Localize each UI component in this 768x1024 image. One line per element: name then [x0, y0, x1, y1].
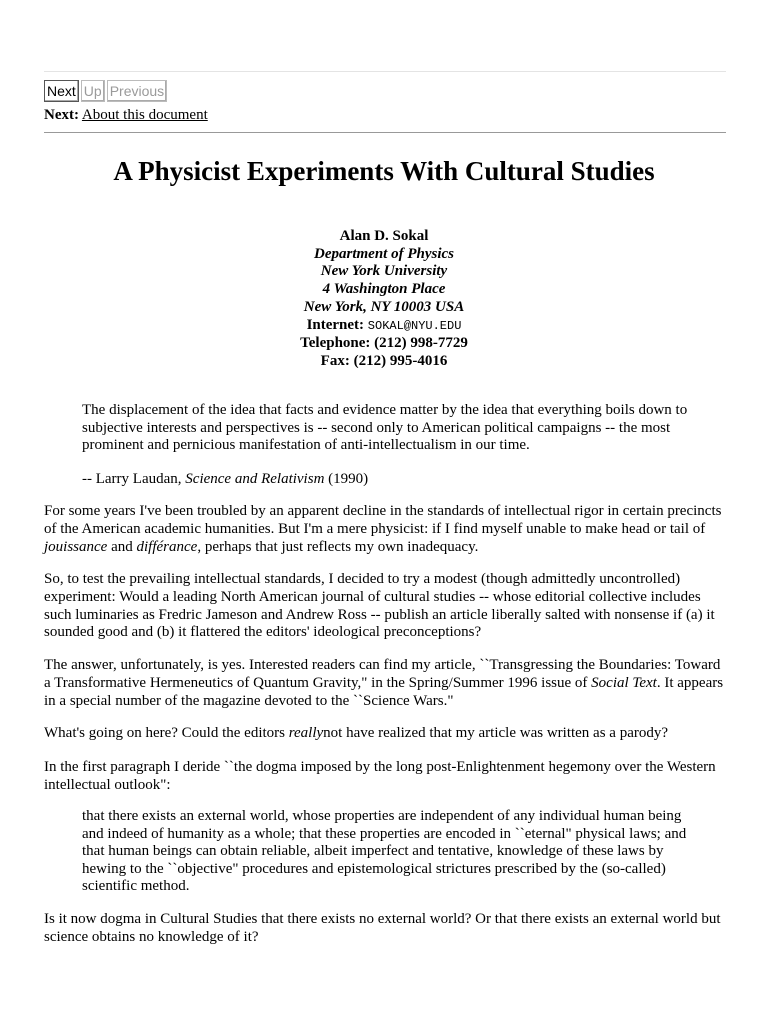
p1-differance: différance — [136, 538, 198, 555]
p1-text-b: and — [107, 538, 137, 555]
internet-address: SOKAL@NYU.EDU — [367, 318, 462, 333]
about-document-link[interactable]: About this document — [81, 107, 208, 123]
author-university: New York University — [320, 263, 448, 280]
attribution-title: Science and Relativism — [185, 471, 325, 487]
p4-text-a: What's going on here? Could the editors — [44, 725, 289, 741]
paragraph-4 — [44, 725, 730, 743]
attribution-year: (1990) — [324, 471, 369, 487]
internet-label: Internet: — [306, 316, 365, 333]
p1-text-c: , perhaps that just reflects my own inadequacy. — [197, 538, 479, 555]
navigation-bar — [44, 80, 167, 102]
author-fax: Fax: (212) 995-4016 — [320, 352, 448, 369]
paragraph-2: So, to test the prevailing intellectual standards, I decided to try a modest (though admittedly uncontrolled) experiment: Would a leading North American journal of cultural studies -- whose editorial collective includes such luminaries as Fredric Jameson and Andrew Ross -- publish an article liberally salted with nonsense if (a) it sounded good and (b) it flattered the editors' ideological preconceptions? — [44, 571, 715, 641]
up-button[interactable]: Up — [81, 80, 105, 102]
author-block — [0, 228, 768, 371]
next-button[interactable]: Next — [44, 80, 79, 102]
previous-button[interactable]: Previous — [107, 80, 167, 102]
p3-text-a: The answer, unfortunately, is yes. Interested readers can find my article, ``Transgressing the Boundaries: Toward a Transformative Hermeneutics of Quantum Gravity," in the Spring/Summer 1996 issue of — [44, 657, 721, 691]
top-divider — [44, 71, 726, 72]
block-quote: that there exists an external world, whose properties are independent of any individual human being and indeed of humanity as a whole; that these properties are encoded in ``eternal" physical laws; and that human beings can obtain reliable, albeit imperfect and tentative, knowledge of these laws by hewing to the ``objective" procedures and epistemological strictures prescribed by the (so-called) scientific method. — [82, 808, 687, 894]
p1-jouissance: jouissance — [44, 538, 108, 555]
p3-social-text: Social Text — [591, 674, 657, 691]
attribution-prefix: -- Larry Laudan, — [82, 471, 186, 487]
paragraph-6: Is it now dogma in Cultural Studies that there exists no external world? Or that there exists an external world but science obtains no knowledge of it? — [44, 911, 721, 945]
author-internet — [0, 317, 768, 336]
p1-text-a: For some years I've been troubled by an apparent decline in the standards of intellectual rigor in certain precincts of the American academic humanities. But I'm a mere physicist: if I find myself unable to make head or tail of — [44, 503, 722, 537]
paragraph-5: In the first paragraph I deride ``the dogma imposed by the long post-Enlightenment hegemony over the Western intellectual outlook": — [44, 759, 716, 793]
next-prefix: Next: — [44, 107, 79, 123]
p3-text-b: . It appears in a special number of the magazine devoted to the ``Science Wars." — [44, 674, 724, 709]
author-city: New York, NY 10003 USA — [303, 298, 465, 315]
page-title: A Physicist Experiments With Cultural Studies — [113, 156, 655, 186]
author-department: Department of Physics — [314, 245, 454, 262]
author-street: 4 Washington Place — [322, 281, 446, 298]
author-name: Alan D. Sokal — [339, 228, 429, 244]
next-link-line — [44, 106, 208, 124]
author-telephone: Telephone: (212) 998-7729 — [300, 335, 468, 352]
epigraph-text: The displacement of the idea that facts and evidence matter by the idea that everything boils down to subjective interests and perspectives is -- second only to American political campaigns -- the most prominent and pernicious manifestation of anti-intellectualism in our time. — [82, 402, 688, 453]
epigraph-attribution — [82, 471, 702, 489]
header-divider — [44, 132, 726, 133]
p4-text-b: not have realized that my article was written as a parody? — [323, 725, 669, 741]
paragraph-1 — [44, 503, 730, 556]
p4-really: really — [288, 725, 324, 741]
paragraph-3 — [44, 657, 730, 710]
